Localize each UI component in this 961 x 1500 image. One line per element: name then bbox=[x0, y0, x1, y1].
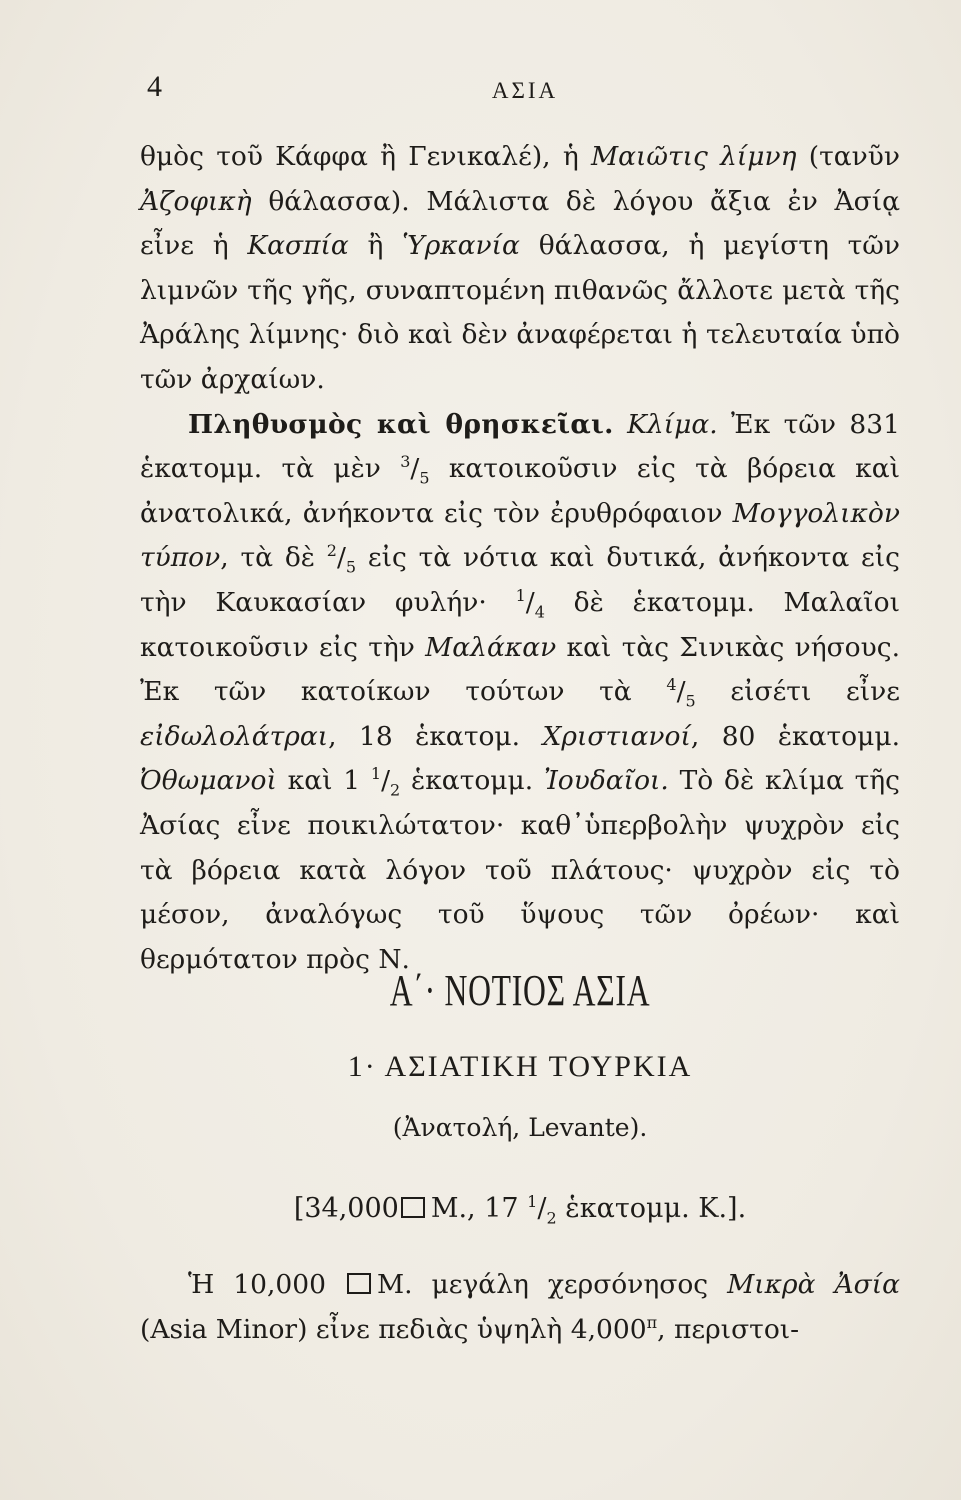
page-number: 4 bbox=[147, 70, 162, 103]
square-symbol-icon bbox=[347, 1273, 371, 1294]
area-population-stats: [34,000 Μ., 17 $^1/_2$ ἑκατομμ. Κ.]. bbox=[293, 1192, 747, 1228]
running-head: ΑΣΙΑ bbox=[491, 78, 559, 103]
section-heading: Α΄· ΝΟΤΙΟΣ ΑΣΙΑ bbox=[389, 966, 651, 1015]
paragraph-lakes: θμὸς τοῦ Κάφφα ἢ Γενικαλέ), ἡ Μαιῶτις λίμνη (τανῦν Ἀζοφικὴ θάλασσα). Μάλιστα δὲ λόγου ἄξια ἐν Ἀσίᾳ εἶνε ἡ Κασπία ἢ Ὑρκανία θάλασσα, ἡ μεγίστη τῶν λιμνῶν τῆς γῆς, συναπτομένη πιθανῶς ἄλλοτε μετὰ τῆς Ἀράλης λίμνης· διὸ καὶ δὲν ἀναφέρεται ἡ τελευταία ὑπὸ τῶν ἀρχαίων. bbox=[140, 141, 900, 395]
paragraph-asia-minor: Ἡ 10,000 Μ. μεγάλη χερσόνησος Μικρὰ Ἀσία (Asia Minor) εἶνε πεδιὰς ὑψηλὴ $4,000^\pi$, περιστοι- bbox=[140, 1269, 900, 1345]
main-text bbox=[140, 135, 900, 982]
page-header bbox=[140, 70, 910, 110]
paragraph-population: Πληθυσμὸς καὶ θρησκεῖαι. Κλίμα. Ἐκ τῶν 831 ἑκατομμ. τὰ μὲν $^3/_5$ κατοικοῦσιν εἰς τὰ βόρεια καὶ ἀνατολικά, ἀνήκοντα εἰς τὸν ἐρυθρόφαιον Μογγολικὸν τύπον, τὰ δὲ $^2/_5$ εἰς τὰ νότια καὶ δυτικά, ἀνήκοντα εἰς τὴν Καυκασίαν $\varphi\upsilon\lambda ή\nu\cdot ^1/_4$ δὲ ἑκατομμ. Μαλαῖοι κατοικοῦσιν εἰς τὴν Μαλάκαν καὶ τὰς Σινικὰς νήσους. Ἐκ τῶν κατοίκων τούτων τὰ $^4/_5$ εἰσέτι εἶνε εἰδωλολάτραι, 18 ἑκατομ. Χριστιανοί, 80 ἑκατομμ. Ὀθωμανοὶ καὶ 1 $^1/_2$ ἑκατομμ. Ἰουδαῖοι. Τὸ δὲ κλίμα τῆς Ἀσίας εἶνε ποικιλώτατον· καθ᾽ὑπερβολὴν ψυχρὸν εἰς τὰ βόρεια κατὰ λόγον τοῦ πλάτους· ψυχρὸν εἰς τὸ μέσον, ἀναλόγως τοῦ ὕψους τῶν ὀρέων· καὶ θερμότατον πρὸς Ν. bbox=[140, 408, 901, 975]
subsection-heading: 1· ΑΣΙΑΤΙΚΗ ΤΟΥΡΚΙΑ bbox=[347, 1050, 693, 1083]
square-symbol-icon bbox=[401, 1197, 425, 1218]
paragraph-lead: Πληθυσμὸς καὶ θρησκεῖαι. bbox=[188, 408, 614, 440]
subsection-subtitle: (Ἀνατολή, Levante). bbox=[392, 1113, 648, 1142]
